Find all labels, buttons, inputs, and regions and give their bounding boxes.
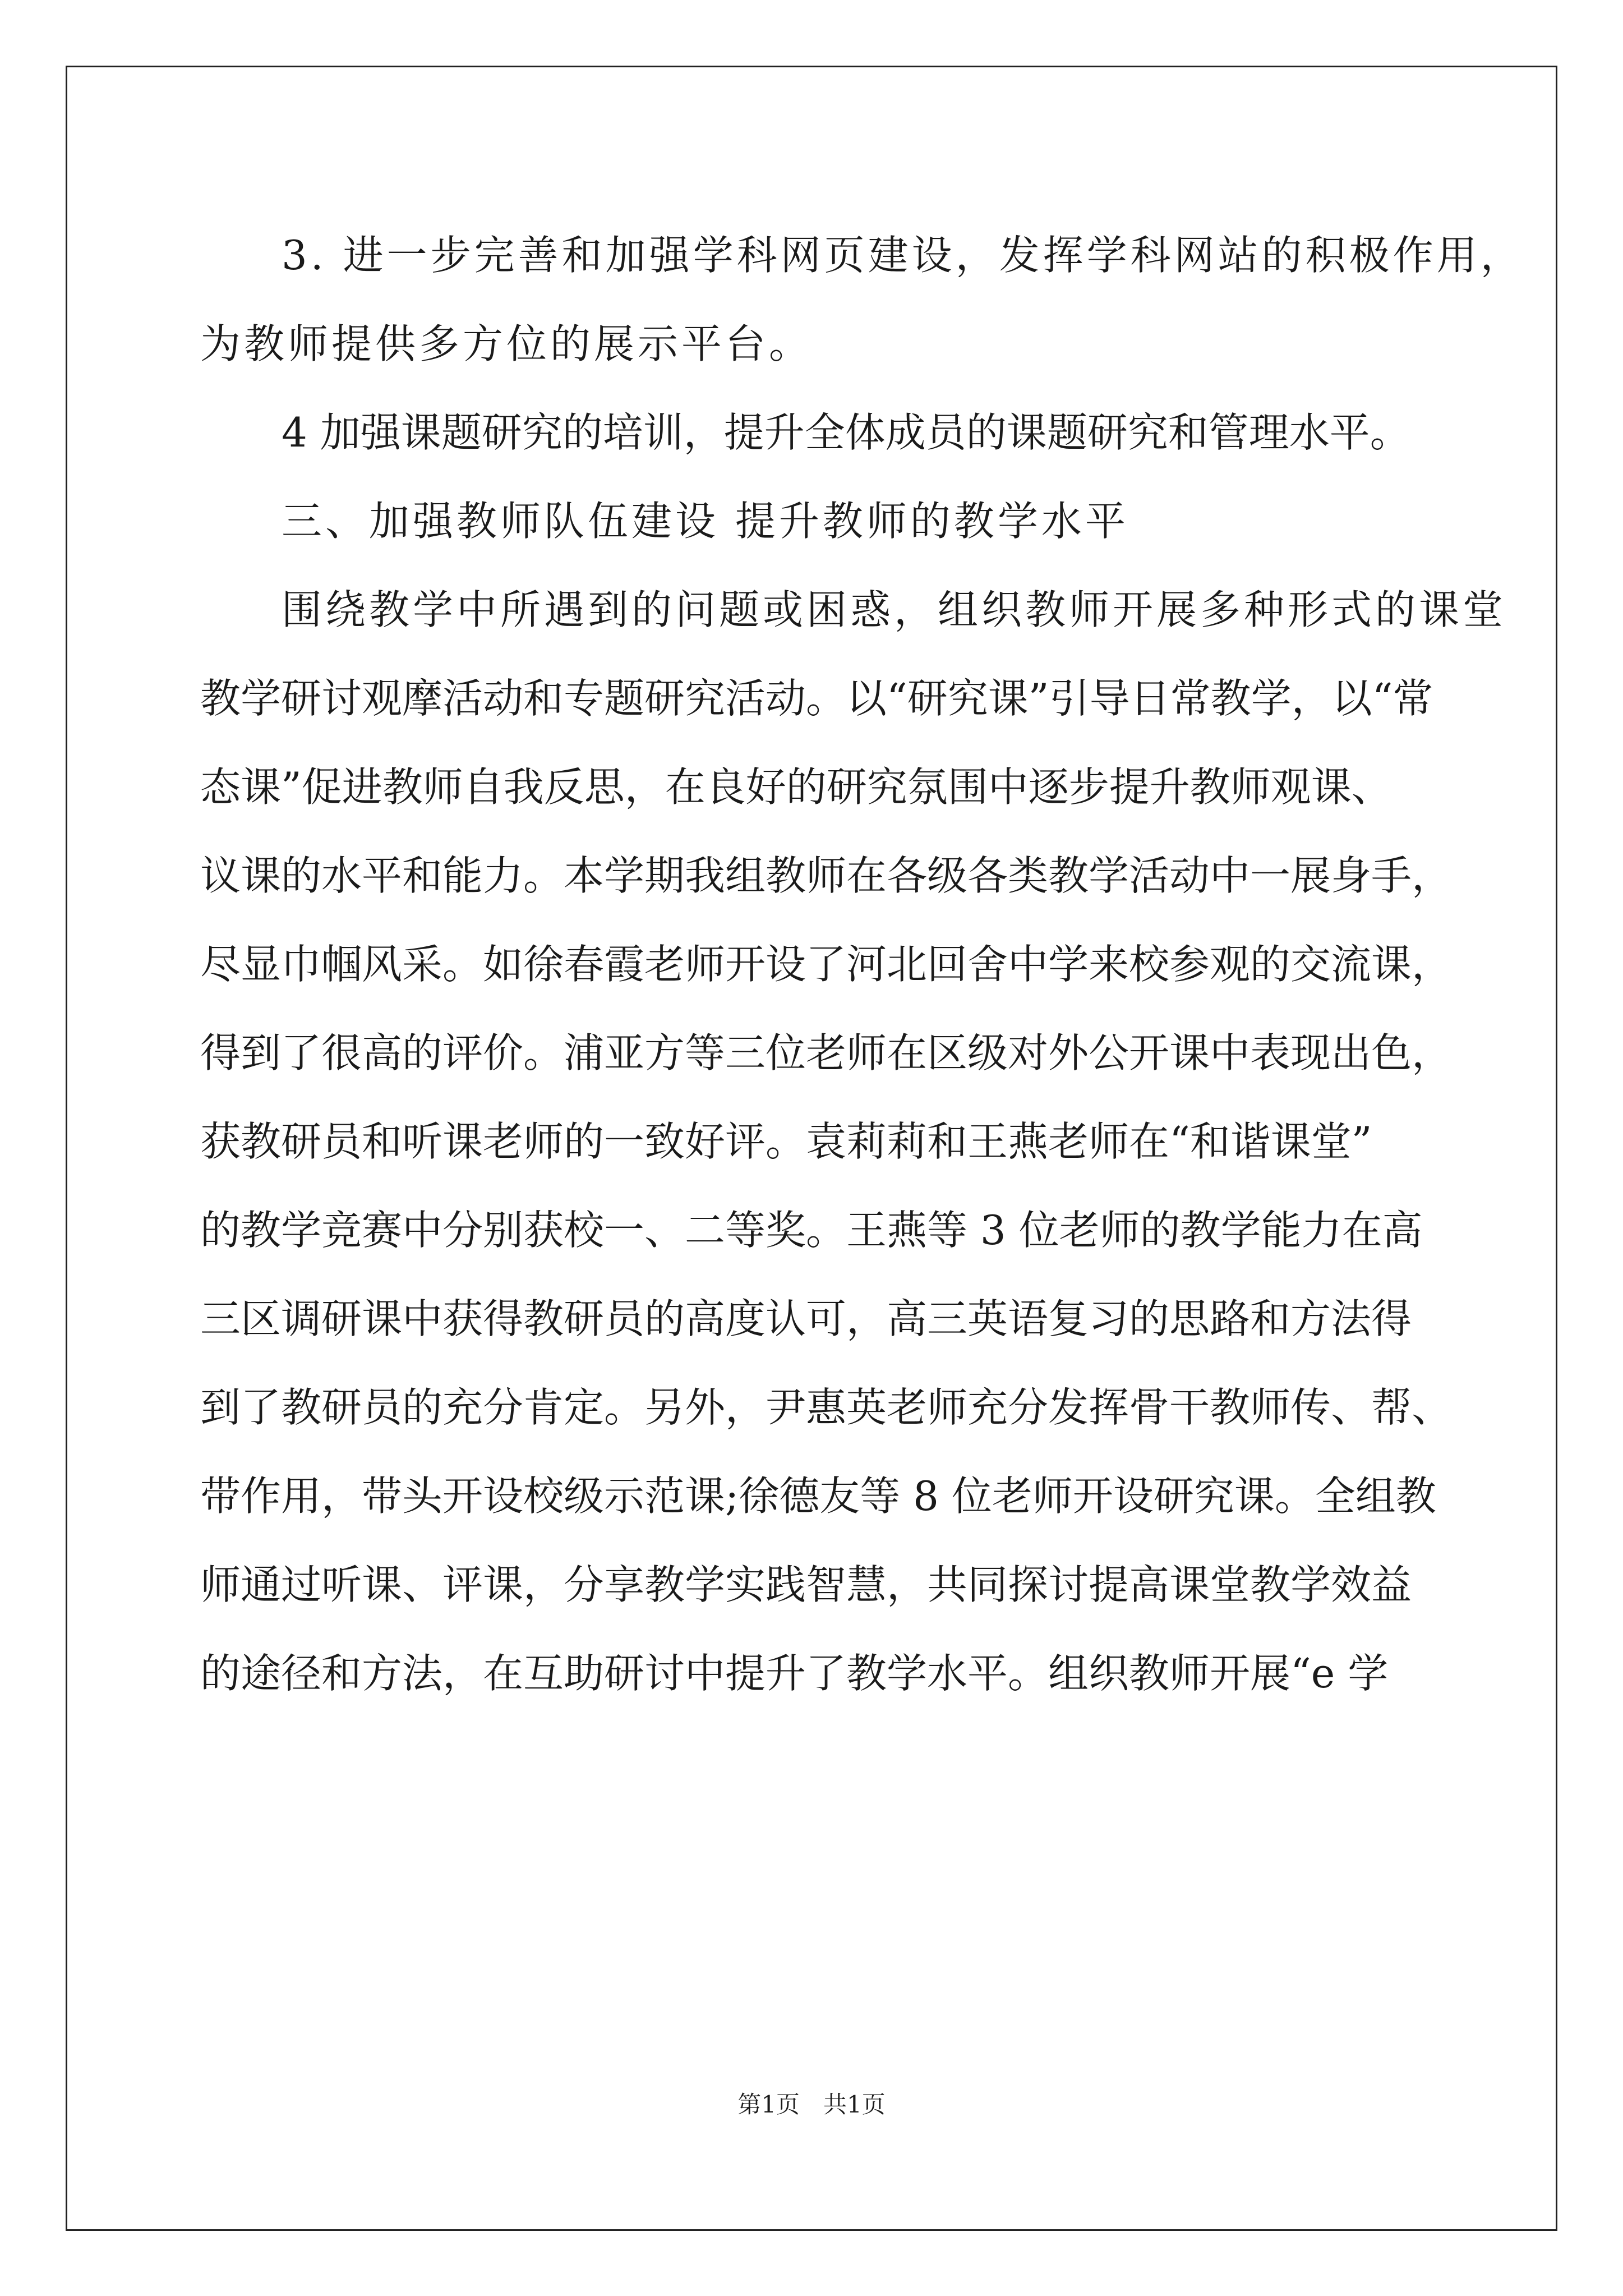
page-footer: 第1页 共1页 [737, 2091, 886, 2118]
section-heading: 三、加强教师队伍建设 提升教师的教学水平 [282, 498, 1129, 545]
document-body [200, 213, 1524, 1720]
paragraph-line: 教学研讨观摩活动和专题研究活动。以“研究课”引导日常教学，以“常 [200, 675, 1433, 722]
paragraph-line: 带作用，带头开设校级示范课;徐德友等 8 位老师开设研究课。全组教 [200, 1473, 1436, 1520]
paragraph-line: 的教学竞赛中分别获校一、二等奖。王燕等 3 位老师的教学能力在高 [200, 1207, 1423, 1254]
paragraph-line: 3. 进一步完善和加强学科网页建设，发挥学科网站的积极作用， [282, 232, 1524, 279]
paragraph-line: 到了教研员的充分肯定。另外，尹惠英老师充分发挥骨干教师传、帮、 [200, 1384, 1453, 1431]
paragraph-line: 议课的水平和能力。本学期我组教师在各级各类教学活动中一展身手， [200, 852, 1453, 899]
paragraph-line: 为教师提供多方位的展示平台。 [200, 320, 813, 367]
paragraph-line: 获教研员和听课老师的一致好评。袁莉莉和王燕老师在“和谐课堂” [200, 1118, 1372, 1165]
paragraph-line: 师通过听课、评课，分享教学实践智慧，共同探讨提高课堂教学效益 [200, 1561, 1412, 1608]
paragraph-line: 围绕教学中所遇到的问题或困惑，组织教师开展多种形式的课堂 [282, 586, 1507, 633]
paragraph-line: 4 加强课题研究的培训，提升全体成员的课题研究和管理水平。 [282, 409, 1410, 456]
paragraph-line: 的途径和方法，在互助研讨中提升了教学水平。组织教师开展“e 学 [200, 1650, 1389, 1697]
paragraph-line: 尽显巾帼风采。如徐春霞老师开设了河北回舍中学来校参观的交流课， [200, 941, 1453, 988]
paragraph-line: 态课”促进教师自我反思，在良好的研究氛围中逐步提升教师观课、 [200, 763, 1392, 811]
paragraph-line: 三区调研课中获得教研员的高度认可，高三英语复习的思路和方法得 [200, 1295, 1412, 1342]
paragraph-line: 得到了很高的评价。浦亚方等三位老师在区级对外公开课中表现出色， [200, 1029, 1453, 1076]
